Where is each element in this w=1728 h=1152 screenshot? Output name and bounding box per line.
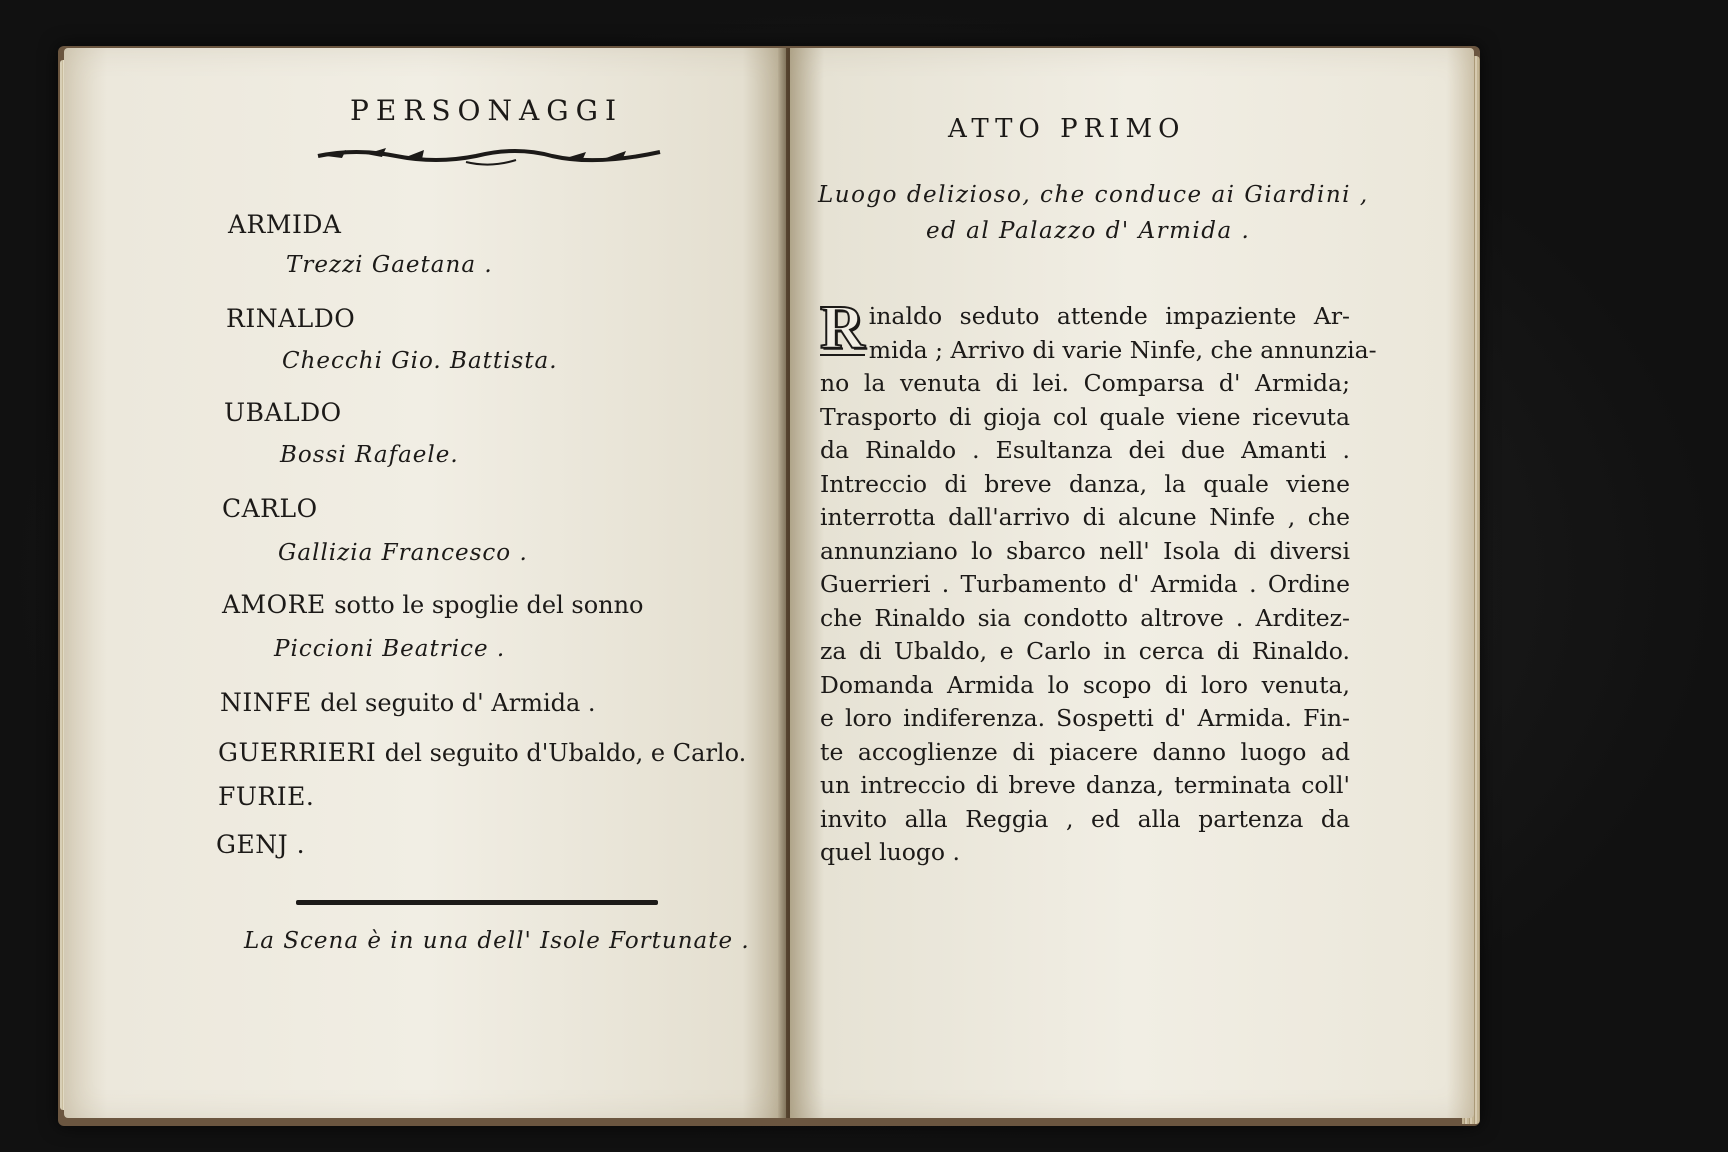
actor-amore: Piccioni Beatrice . — [274, 636, 506, 662]
place-line-2: ed al Palazzo d' Armida . — [926, 218, 1251, 244]
body-line: interrotta dall'arrivo di alcune Ninfe , che — [820, 503, 1350, 531]
character-role: del seguito d' Armida . — [320, 689, 596, 717]
character-rinaldo: RINALDO — [226, 304, 356, 333]
body-line: quel luogo . — [820, 838, 961, 866]
character-ubaldo: UBALDO — [224, 398, 342, 427]
actor-rinaldo: Checchi Gio. Battista. — [282, 348, 558, 374]
body-line: da Rinaldo . Esultanza dei due Amanti . — [820, 436, 1350, 464]
body-line: un intreccio di breve danza, terminata coll' — [820, 771, 1350, 799]
actor-carlo: Gallizia Francesco . — [278, 540, 528, 566]
left-page — [64, 48, 786, 1118]
character-amore: AMORE sotto le spoglie del sonno — [222, 590, 644, 619]
body-line: Intreccio di breve danza, la quale viene — [820, 469, 1350, 498]
body-line: te accoglienze di piacere danno luogo ad — [820, 737, 1350, 766]
body-line: mida ; Arrivo di varie Ninfe, che annunzia- — [868, 335, 1377, 364]
actor-armida: Trezzi Gaetana . — [286, 252, 493, 278]
horizontal-rule — [296, 900, 658, 905]
atto-heading: ATTO PRIMO — [948, 114, 1186, 144]
character-role: sotto le spoglie del sonno — [334, 591, 644, 619]
personaggi-heading: PERSONAGGI — [350, 94, 624, 127]
drop-cap: R — [820, 294, 865, 362]
body-line: no la venuta di lei. Comparsa d' Armida; — [820, 369, 1350, 397]
body-line: Trasporto di gioja col quale viene ricevuta — [820, 402, 1350, 431]
body-line: che Rinaldo sia condotto altrove . Arditez- — [820, 603, 1350, 632]
body-line: Domanda Armida lo scopo di loro venuta, — [820, 670, 1350, 699]
character-guerrieri: GUERRIERI del seguito d'Ubaldo, e Carlo. — [218, 738, 747, 767]
scene-note: La Scena è in una dell' Isole Fortunate . — [244, 928, 750, 954]
body-line: inaldo seduto attende impaziente Ar- — [868, 302, 1350, 330]
character-furie: FURIE. — [218, 782, 315, 811]
character-armida: ARMIDA — [228, 210, 342, 239]
actor-ubaldo: Bossi Rafaele. — [280, 442, 459, 468]
body-line: e loro indiferenza. Sospetti d' Armida. Fin- — [820, 704, 1350, 732]
body-line: Guerrieri . Turbamento d' Armida . Ordine — [820, 570, 1350, 598]
character-ninfe: NINFE del seguito d' Armida . — [220, 688, 596, 717]
character-carlo: CARLO — [222, 494, 318, 523]
body-line: invito alla Reggia , ed alla partenza da — [820, 804, 1350, 833]
character-genj: GENJ . — [216, 830, 306, 859]
body-line: za di Ubaldo, e Carlo in cerca di Rinaldo. — [820, 637, 1350, 665]
character-role: del seguito d'Ubaldo, e Carlo. — [384, 739, 747, 767]
body-line: annunziano lo sbarco nell' Isola di diversi — [820, 536, 1350, 565]
act-synopsis — [820, 294, 1377, 870]
ornament-divider — [316, 144, 662, 172]
place-line-1: Luogo delizioso, che conduce ai Giardini , — [818, 182, 1369, 208]
